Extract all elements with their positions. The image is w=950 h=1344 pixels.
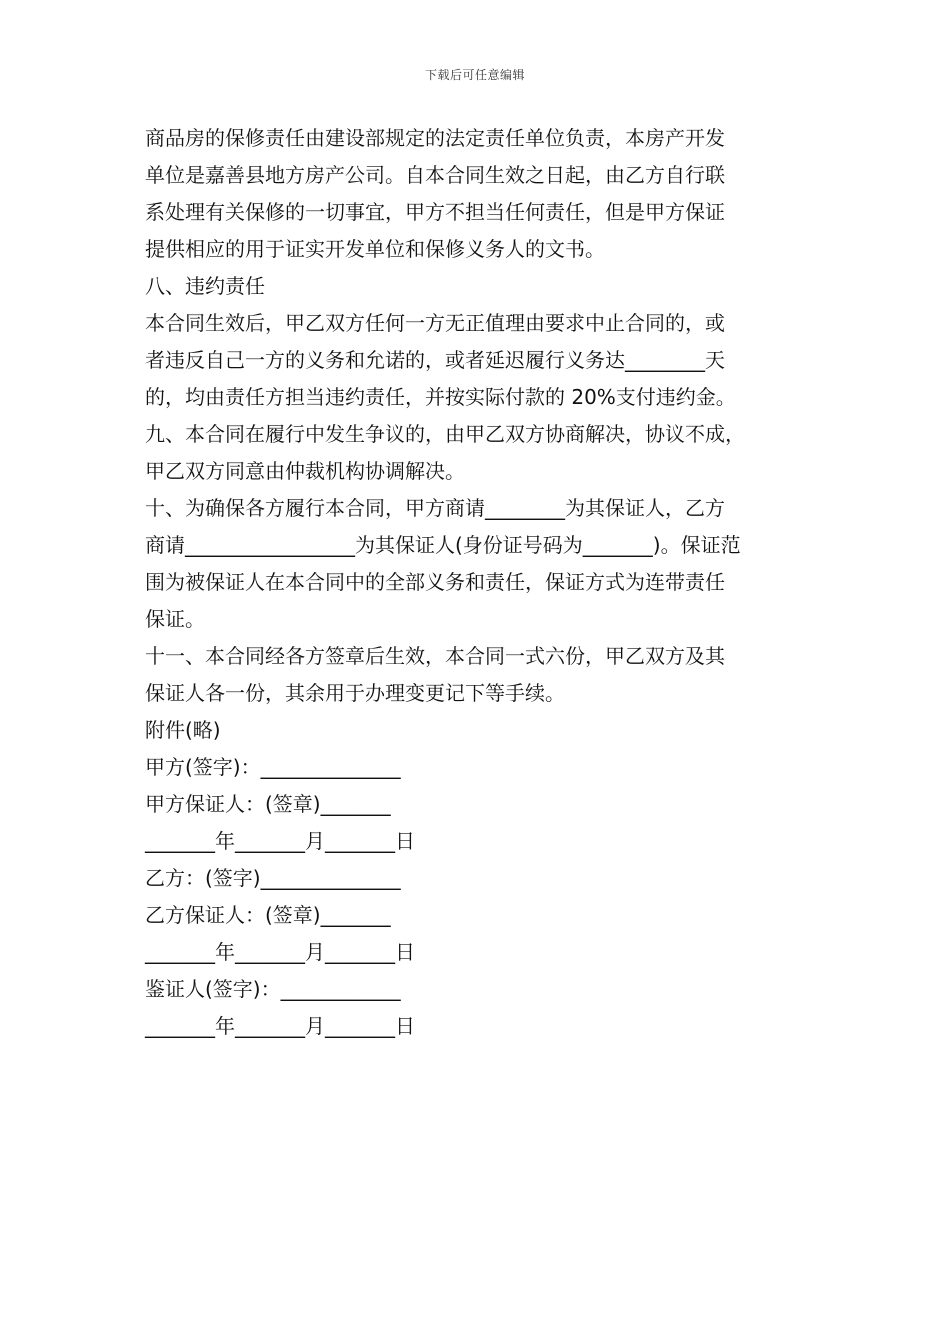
text-line: 围为被保证人在本合同中的全部义务和责任，保证方式为连带责任	[145, 570, 725, 594]
header-note: 下载后可任意编辑	[424, 68, 525, 82]
text-line: 保证。	[145, 607, 205, 631]
attachment-note: 附件(略)	[145, 718, 221, 742]
text-line: 商请_________________为其保证人(身份证号码为_______)。保证范	[145, 533, 741, 557]
text-line: 甲乙双方同意由仲裁机构协调解决。	[145, 459, 465, 483]
signature-line-party-b: 乙方：(签字)______________	[145, 866, 401, 890]
signature-line-party-a: 甲方(签字)：______________	[145, 755, 401, 779]
text-line: 提供相应的用于证实开发单位和保修义务人的文书。	[145, 237, 605, 261]
date-line: _______年_______月_______日	[145, 940, 415, 964]
text-line: 十、为确保各方履行本合同，甲方商请________为其保证人，乙方	[145, 496, 725, 520]
contract-body	[145, 120, 825, 1045]
text-line: 单位是嘉善县地方房产公司。自本合同生效之日起，由乙方自行联	[145, 163, 725, 187]
date-line: _______年_______月_______日	[145, 829, 415, 853]
date-line: _______年_______月_______日	[145, 1014, 415, 1038]
text-line: 九、本合同在履行中发生争议的，由甲乙双方协商解决，协议不成，	[145, 422, 745, 446]
signature-line-witness: 鉴证人(签字)：____________	[145, 977, 401, 1001]
text-line: 商品房的保修责任由建设部规定的法定责任单位负责，本房产开发	[145, 126, 725, 150]
section-heading: 八、违约责任	[145, 274, 265, 298]
text-line: 者违反自己一方的义务和允诺的，或者延迟履行义务达________天	[145, 348, 725, 372]
text-line: 保证人各一份，其余用于办理变更记下等手续。	[145, 681, 565, 705]
signature-line-party-a-guarantor: 甲方保证人：(签章)_______	[145, 792, 391, 816]
text-line: 十一、本合同经各方签章后生效，本合同一式六份，甲乙双方及其	[145, 644, 725, 668]
text-line: 系处理有关保修的一切事宜，甲方不担当任何责任，但是甲方保证	[145, 200, 725, 224]
text-line: 的，均由责任方担当违约责任，并按实际付款的 20%支付违约金。	[145, 385, 736, 409]
text-line: 本合同生效后，甲乙双方任何一方无正值理由要求中止合同的，或	[145, 311, 725, 335]
signature-line-party-b-guarantor: 乙方保证人：(签章)_______	[145, 903, 391, 927]
